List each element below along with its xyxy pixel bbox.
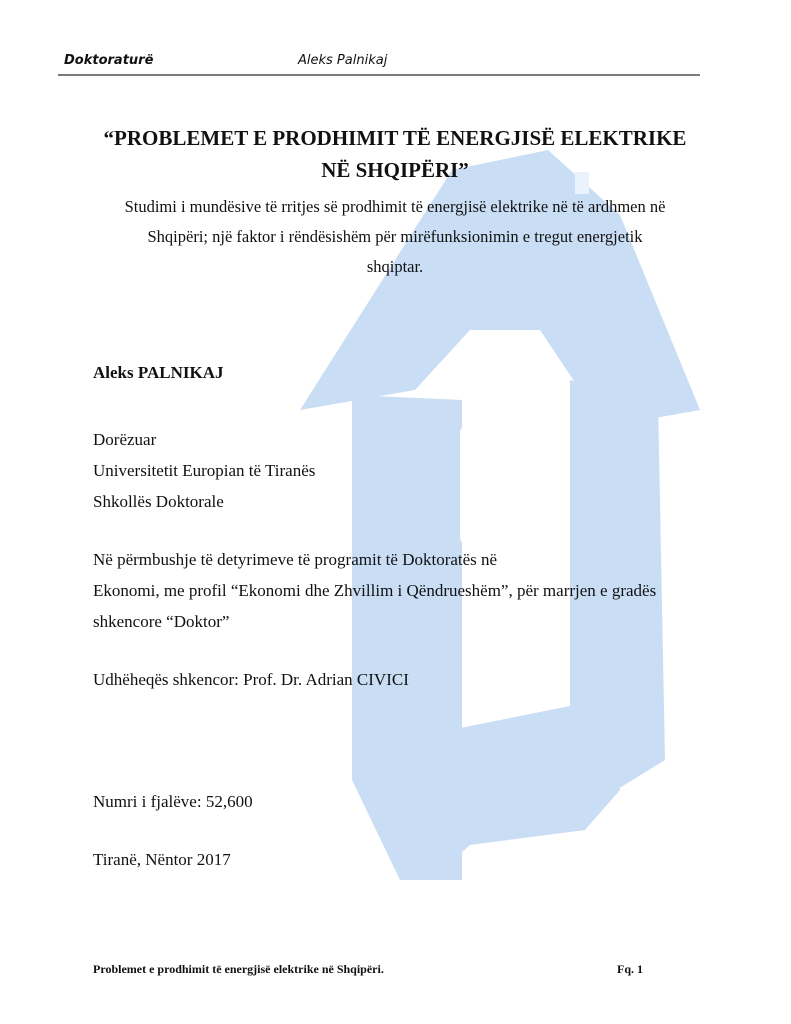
thesis-subtitle-line-3: shqiptar. [366,257,424,276]
fulfillment-line-3: shkencore “Doktor” [93,612,230,631]
submission-line-3: Shkollës Doktorale [93,492,224,511]
header-author-name: Aleks Palnikaj [298,53,388,68]
fulfillment-line-2: Ekonomi, me profil “Ekonomi dhe Zhvillim i Qëndrueshëm”, për marrjen e gradës [93,581,657,600]
page-number: Fq. 1 [616,962,643,976]
supervisor-line: Udhëheqës shkencor: Prof. Dr. Adrian CIVICI [93,670,409,689]
page-footer [93,962,653,977]
fulfillment-line-1: Në përmbushje të detyrimeve të programit të Doktoratës në [93,550,498,569]
thesis-subtitle [82,192,708,282]
thesis-title-line-2: NË SHQIPËRI” [321,158,469,182]
thesis-title-line-1: “PROBLEMET E PRODHIMIT TË ENERGJISË ELEKTRIKE [103,126,687,150]
thesis-subtitle-line-2: Shqipëri; një faktor i rëndësishëm për mirëfunksionimin e tregut energjetik [147,227,643,246]
page-header [58,52,700,76]
word-count: Numri i fjalëve: 52,600 [93,792,253,811]
place-and-date: Tiranë, Nëntor 2017 [93,850,231,869]
author-name: Aleks PALNIKAJ [93,363,224,382]
submission-details [93,424,315,517]
header-section-label: Doktoraturë [64,53,154,68]
footer-title: Problemet e prodhimit të energjisë elektrike në Shqipëri. [93,962,384,976]
thesis-title [70,122,720,186]
submission-line-1: Dorëzuar [93,430,157,449]
submission-line-2: Universitetit Europian të Tiranës [93,461,316,480]
fulfillment-statement [93,544,713,637]
thesis-subtitle-line-1: Studimi i mundësive të rritjes së prodhimit të energjisë elektrike në të ardhmen në [124,197,666,216]
